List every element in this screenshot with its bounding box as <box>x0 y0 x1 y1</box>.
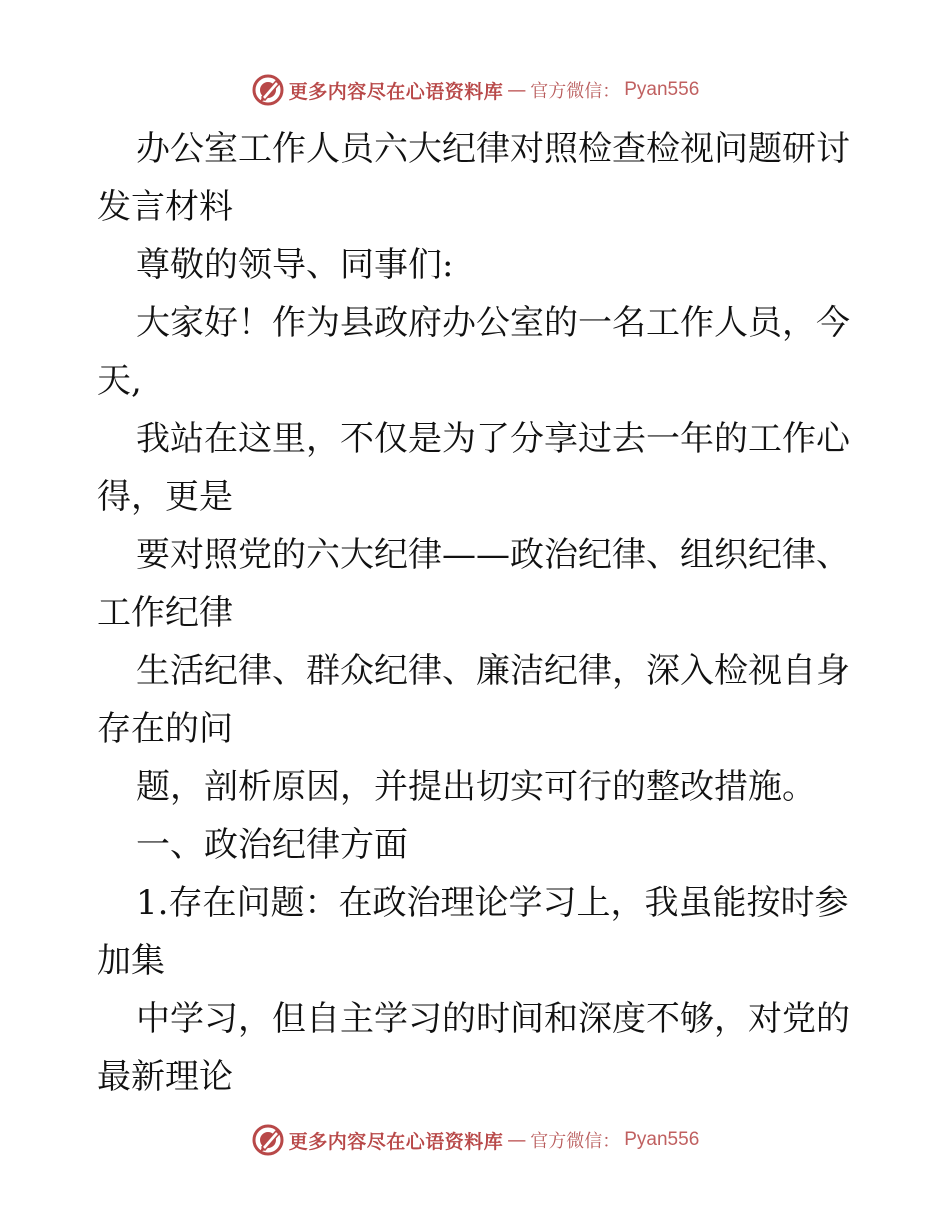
doc-title-line-2: 发言材料 <box>97 187 233 227</box>
banner-wechat-id: Pyan556 <box>624 1129 700 1150</box>
paragraph-line: 最新理论 <box>97 1057 233 1097</box>
paragraph-line: 工作纪律 <box>97 593 233 633</box>
paragraph-line: 1.存在问题：在政治理论学习上，我虽能按时参 <box>136 883 849 923</box>
paragraph-line: 题，剖析原因，并提出切实可行的整改措施。 <box>136 767 816 807</box>
paragraph-line: 要对照党的六大纪律——政治纪律、组织纪律、 <box>136 535 850 575</box>
banner-main-text: 更多内容尽在心语资料库 <box>288 80 504 103</box>
salutation: 尊敬的领导、同事们: <box>136 245 454 285</box>
paragraph-line: 大家好！作为县政府办公室的一名工作人员，今 <box>136 303 850 343</box>
banner-wechat-id: Pyan556 <box>624 79 700 100</box>
red-pen-seal-icon <box>251 1123 285 1157</box>
paragraph-line: 存在的问 <box>97 709 233 749</box>
banner-sub-text: 官方微信： <box>530 1131 621 1152</box>
section-heading: 一、政治纪律方面 <box>136 825 408 865</box>
paragraph-line: 天, <box>97 361 142 401</box>
footer-banner <box>0 1120 950 1160</box>
banner-sub-text: 官方微信： <box>530 81 621 102</box>
header-banner <box>0 70 950 110</box>
paragraph-line: 中学习，但自主学习的时间和深度不够，对党的 <box>136 999 850 1039</box>
paragraph-line: 加集 <box>97 941 165 981</box>
red-pen-seal-icon <box>251 73 285 107</box>
paragraph-line: 生活纪律、群众纪律、廉洁纪律，深入检视自身 <box>136 651 850 691</box>
banner-dash: — <box>507 79 527 101</box>
footer-banner-content <box>251 1123 700 1157</box>
header-banner-content <box>251 73 700 107</box>
banner-dash: — <box>507 1129 527 1151</box>
paragraph-line: 我站在这里，不仅是为了分享过去一年的工作心 <box>136 419 850 459</box>
paragraph-line: 得，更是 <box>97 477 233 517</box>
document-body <box>97 120 857 1106</box>
banner-main-text: 更多内容尽在心语资料库 <box>288 1130 504 1153</box>
doc-title-line-1: 办公室工作人员六大纪律对照检查检视问题研讨 <box>136 129 850 169</box>
